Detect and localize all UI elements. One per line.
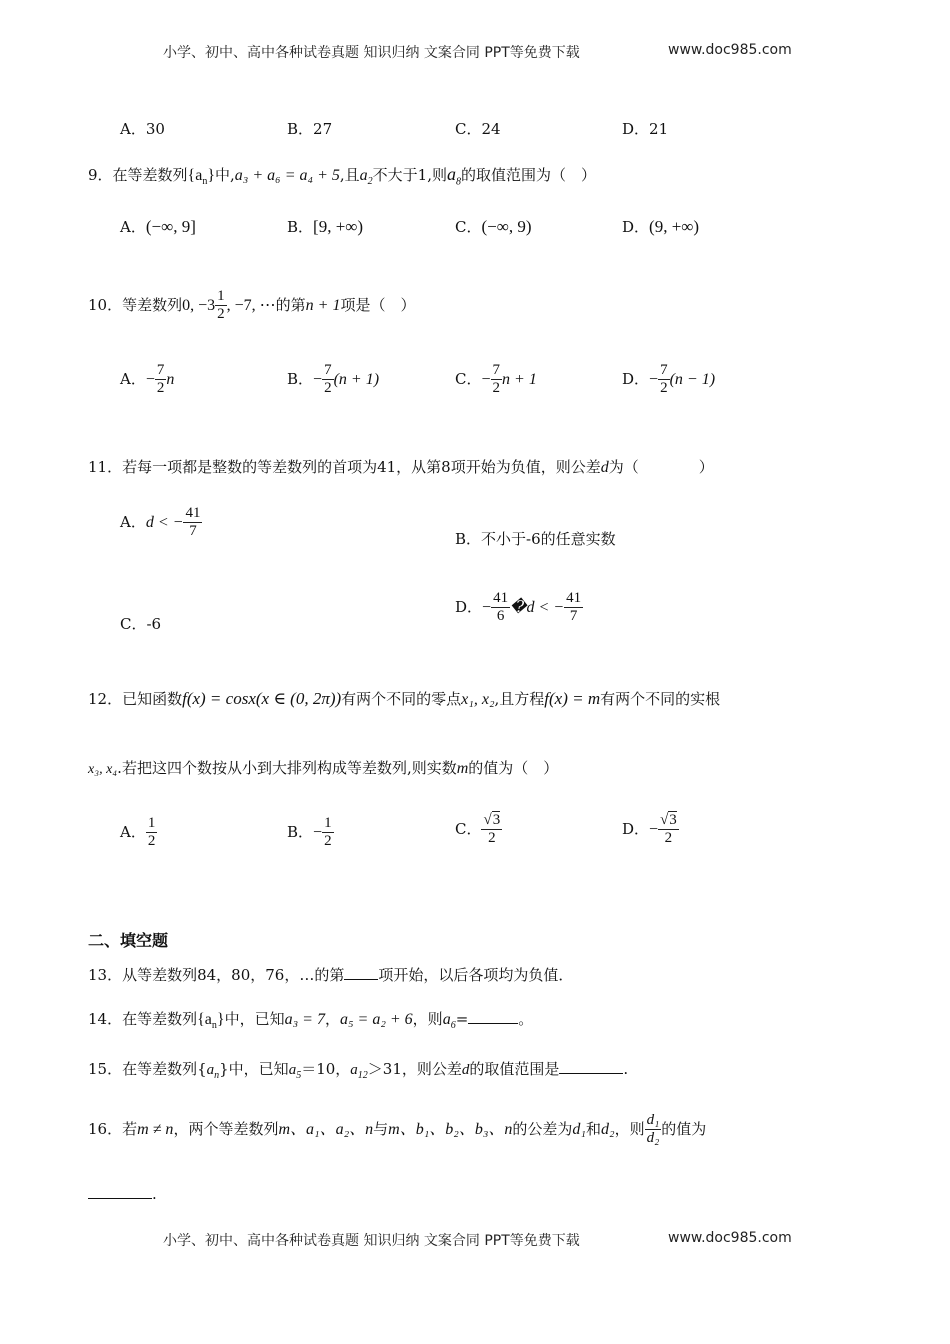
q9-a2: $a_2$ — [359, 167, 373, 188]
question-9 — [88, 164, 596, 188]
question-11 — [88, 456, 714, 477]
q12-number: 12．已知函数 — [88, 690, 183, 708]
q10-seq-a: 0, −3 — [182, 296, 216, 314]
q10-text-2: 项是（ ） — [340, 295, 416, 314]
q12-option-c: C． $\frac{√3}{2}$ — [455, 812, 501, 847]
q12-option-b: B．− $\frac{1}{2}$ — [287, 815, 332, 850]
q10-seq-b: , −7, ⋯ — [226, 296, 276, 314]
q12-option-d: D．− $\frac{√3}{2}$ — [622, 812, 677, 847]
q12-roots-2: x₃, x₄ — [88, 762, 118, 777]
q9-option-b: B．[9, +∞) — [287, 217, 364, 236]
question-14: 14．在等差数列$\{a_n\}$中，已知a₃ = 7，a₅ = a₂ + 6，则$a_6=$ 。 — [88, 1010, 534, 1032]
q9-text-1: 中, — [215, 166, 235, 184]
q10-option-b: B．− $\frac{7}{2}$ (n + 1) — [287, 362, 380, 397]
page-header — [163, 42, 580, 62]
question-13: 13．从等差数列84，80，76，…的第 项开始，以后各项均为负值． — [88, 966, 574, 984]
header-url[interactable] — [668, 42, 792, 58]
q9-option-c: C．(−∞, 9) — [455, 217, 532, 236]
q16-condition: m ≠ n — [137, 1120, 174, 1138]
q10-option-d: D．− $\frac{7}{2}$ (n − 1) — [622, 362, 716, 397]
q9-seq: $\{a_n\}$ — [187, 167, 216, 188]
q16-answer-blank[interactable] — [88, 1184, 152, 1199]
q14-condition-2: a₅ = a₂ + 6 — [339, 1011, 413, 1028]
question-15: 15．在等差数列$\{a_n\}$中，已知$a_5=10$，$a_{12}>31$，则公差d的取值范围是 . — [88, 1060, 629, 1081]
q14-answer-blank[interactable] — [468, 1009, 518, 1024]
q14-a6: $a_6$ — [442, 1011, 456, 1032]
q11-option-a: A．d < − $\frac{41}{7}$ — [120, 505, 201, 540]
q12-text-3: 有两个不同的实根 — [600, 690, 721, 708]
header-text: 小学、初中、高中各种试卷真题 知识归纳 文案合同 PPT等免费下载 — [163, 45, 580, 61]
q8-option-c: C．24 — [455, 120, 501, 138]
q14-seq: $\{a_n\}$ — [197, 1011, 225, 1032]
q16-seq-2: m、b₁、b₂、b₃、n — [388, 1120, 513, 1138]
q9-text-2: ,且 — [339, 166, 360, 184]
q11-option-c: C．-6 — [120, 615, 162, 633]
q8-option-d: D．21 — [622, 120, 669, 138]
question-16: 16．若m ≠ n，两个等差数列m、a₁、a₂、n与m、b₁、b₂、b₃、n的公差为d₁和d₂，则 $\frac{\text{d₁}}{\text{d₂}}$ 的值为 — [88, 1112, 707, 1147]
footer-text: 小学、初中、高中各种试卷真题 知识归纳 文案合同 PPT等免费下载 — [163, 1233, 580, 1249]
q12-function: f(x) = cosx(x ∈ (0, 2π)) — [182, 689, 342, 708]
q10-number: 10．等差数列 — [88, 295, 183, 314]
footer-url-text: www.doc985.com — [668, 1230, 792, 1246]
page-footer — [163, 1230, 580, 1250]
q10-term: n + 1 — [305, 296, 341, 314]
header-url-text: www.doc985.com — [668, 42, 792, 58]
section-title: 二、填空题 — [88, 931, 169, 950]
q9-text-3: 不大于1,则 — [372, 166, 447, 184]
q12-equation: f(x) = m — [544, 689, 601, 708]
q12-text-4: .若把这四个数按从小到大排列构成等差数列,则实数 — [117, 759, 457, 777]
q9-number: 9．在等差数列 — [88, 166, 188, 184]
q10-option-c: C．− $\frac{7}{2}$ n + 1 — [455, 362, 537, 397]
q11-text-2: 为（ ） — [608, 458, 714, 476]
q9-text-4: 的取值范围为（ ） — [460, 166, 596, 184]
q10-seq-fraction: $\frac{1}{2}$ — [217, 288, 225, 323]
q11-d: d — [600, 459, 609, 476]
q12-roots-1: x₁, x₂ — [461, 691, 495, 708]
q8-option-b: B．27 — [287, 120, 333, 138]
q12-text-5: 的值为（ ） — [468, 759, 559, 777]
question-10 — [88, 288, 415, 324]
q11-text-1: 11．若每一项都是整数的等差数列的首项为41，从第8项开始为负值，则公差 — [88, 458, 601, 476]
q10-option-a: A．− $\frac{7}{2}$ n — [120, 362, 175, 397]
q12-text-2: ,且方程 — [494, 690, 545, 708]
q12-option-a: A． $\frac{1}{2}$ — [120, 815, 156, 850]
q10-text-1: 的第 — [275, 295, 306, 314]
question-12 — [88, 688, 720, 709]
q14-condition-1: a₃ = 7 — [284, 1011, 325, 1028]
q16-fraction: $\frac{\text{d₁}}{\text{d₂}}$ — [646, 1112, 660, 1147]
q15-answer-blank[interactable] — [559, 1059, 623, 1074]
q13-answer-blank[interactable] — [344, 965, 378, 980]
q9-a8: $a_8$ — [446, 164, 461, 188]
q11-option-d: D．− $\frac{41}{6}$ �d < − $\frac{41}{7}$ — [455, 590, 582, 625]
question-16-line-2: . — [88, 1184, 157, 1203]
q8-option-a: A．30 — [120, 120, 165, 138]
footer-url[interactable] — [668, 1230, 792, 1246]
question-12-line-2 — [88, 757, 558, 778]
q16-seq-1: m、a₁、a₂、n — [278, 1120, 374, 1138]
q12-m: m — [456, 760, 469, 777]
q9-option-a: A．(−∞, 9] — [120, 217, 196, 236]
q11-option-b: B．不小于-6的任意实数 — [455, 530, 616, 548]
q9-option-d: D．(9, +∞) — [622, 217, 700, 236]
q12-text-1: 有两个不同的零点 — [341, 690, 462, 708]
q9-condition: a₃ + a₆ = a₄ + 5 — [234, 167, 340, 184]
q16-d1: d₁ — [572, 1120, 586, 1138]
q16-d2: d₂ — [601, 1120, 615, 1138]
